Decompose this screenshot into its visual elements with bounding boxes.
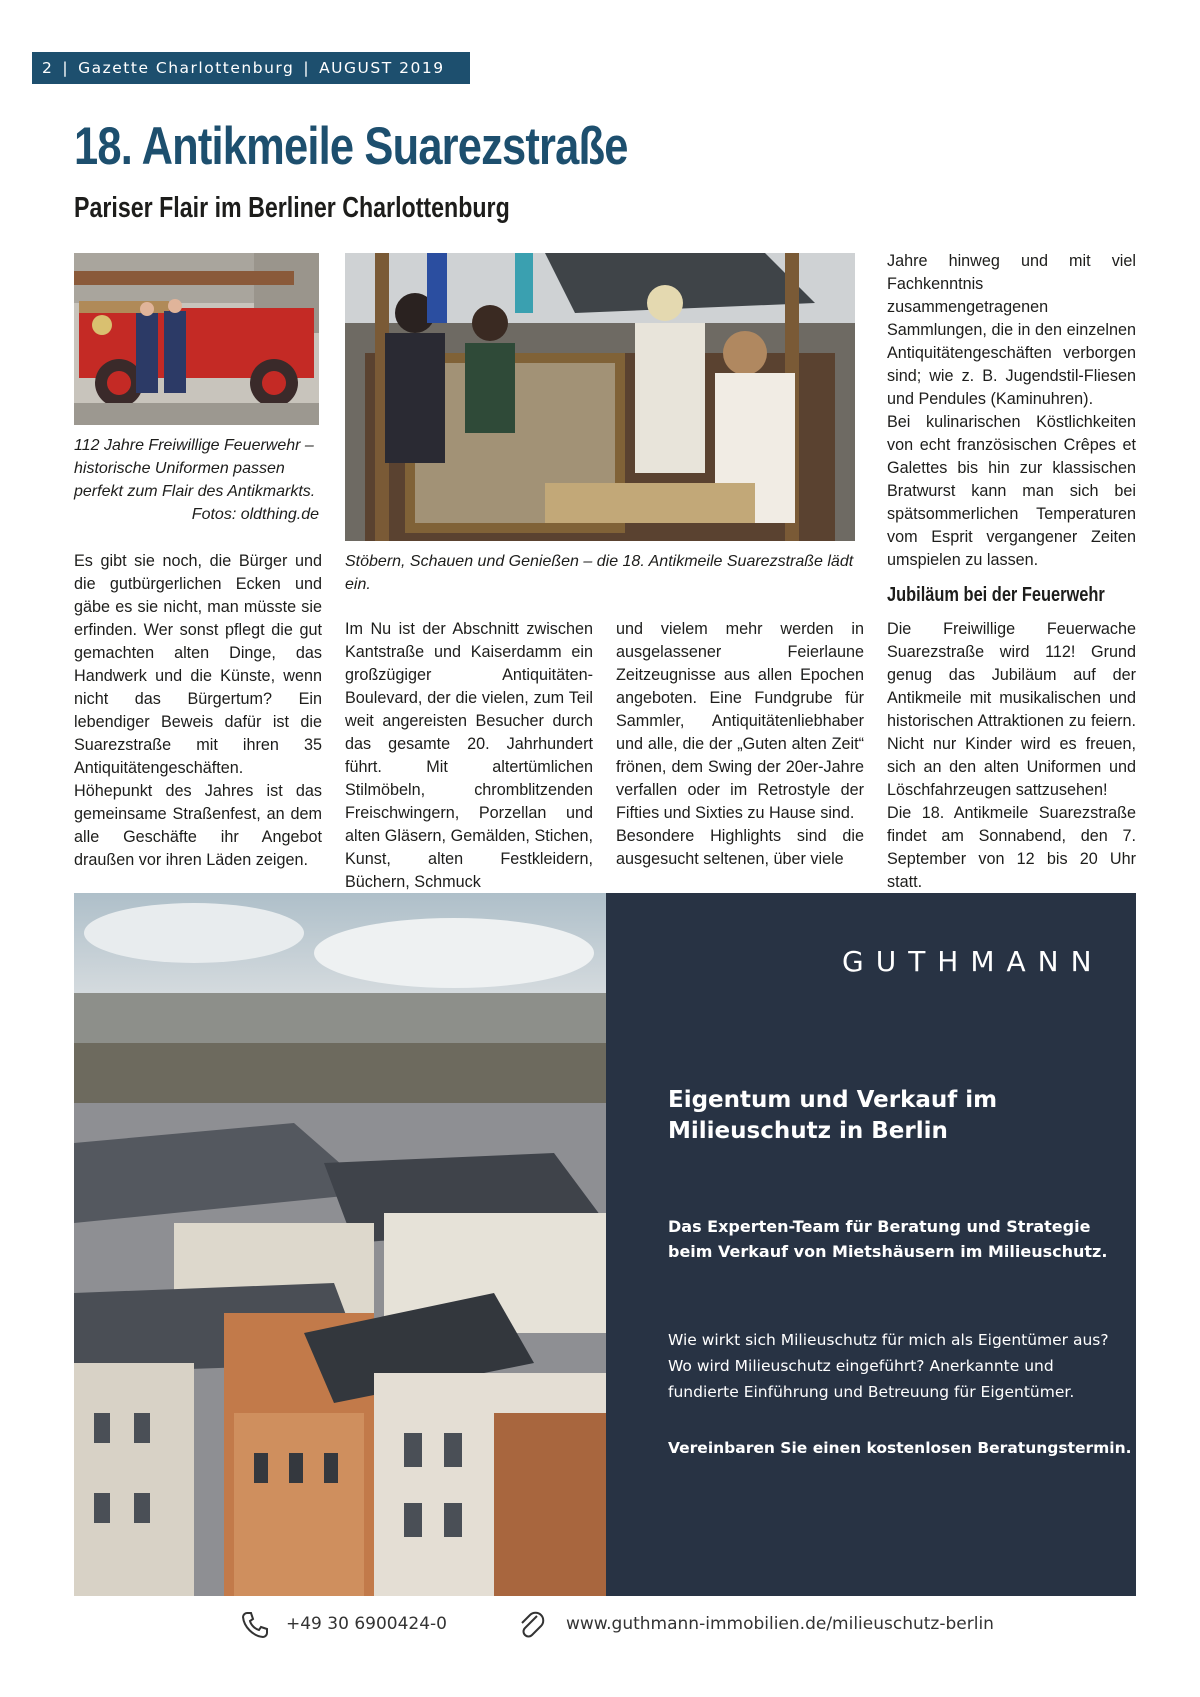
page-number: 2 — [42, 59, 54, 77]
article-subtitle: Pariser Flair im Berliner Charlottenburg — [74, 192, 510, 224]
column-4-paragraph-1: Jahre hinweg und mit viel Fachkenntnis zusammengetragenen Sammlungen, die in den einzelnen Antiquitätengeschäften verborgen sind; wie z. B. Jugendstil-Fliesen und Pendules (Kaminuhren). — [887, 252, 1136, 408]
column-3-paragraph-1: und vielem mehr werden in ausgelassener Feierlaune Zeitzeugnisse aus allen Epochen angeboten. Eine Fundgrube für Sammler, Antiquitätenliebhaber und alle, die der „Guten alten Zeit“ frönen, dem Swing der 20er-Jahre verfallen oder im Retrostyle der Fifties und Sixties zu Hause sind. — [616, 620, 864, 822]
ad-contact-bar — [240, 1608, 1040, 1644]
publication-name: Gazette Charlottenburg — [78, 59, 295, 77]
header-separator: | — [62, 59, 70, 77]
phone-icon — [240, 1610, 270, 1645]
article-title: 18. Antikmeile Suarezstraße — [74, 117, 628, 176]
ad-website-link[interactable]: www.guthmann-immobilien.de/milieuschutz-berlin — [566, 1614, 994, 1634]
article-column-4 — [887, 250, 1136, 572]
ad-body-text: Wie wirkt sich Milieuschutz für mich als Eigentümer aus? Wo wird Milieuschutz eingeführt? Anerkannte und fundierte Einführung und Betreuung für Eigentümer. — [668, 1331, 1109, 1401]
article-column-3 — [616, 618, 864, 871]
section-heading-feuerwehr: Jubiläum bei der Feuerwehr — [887, 584, 1105, 606]
column-4-paragraph-2: Bei kulinarischen Köstlichkeiten von echt französischen Crêpes et Galettes bis hin zur klassischen Bratwurst kann man sich bei spätsommerlichen Temperaturen vom Esprit vergangener Zeiten umspielen zu lassen. — [887, 413, 1136, 569]
column-1-paragraph-2: Höhepunkt des Jahres ist das gemeinsame Straßenfest, an dem alle Geschäfte ihr Angebot draußen vor ihren Läden zeigen. — [74, 782, 322, 869]
ad-headline: Eigentum und Verkauf im Milieuschutz in Berlin — [668, 1087, 998, 1144]
issue-date: AUGUST 2019 — [319, 59, 445, 77]
article-column-2 — [345, 618, 593, 894]
guthmann-logo: GUTHMANN — [842, 945, 1104, 978]
column-4-paragraph-3: Die Freiwillige Feuerwache Suarezstraße wird 112! Grund genug das Jubiläum auf der Antikmeile mit musikalischen und historischen Attraktionen zu feiern. Nicht nur Kinder wird es freuen, sich an den alten Uniformen und Löschfahrzeugen sattzusehen! — [887, 620, 1136, 799]
paperclip-link-icon — [517, 1610, 545, 1645]
column-4-paragraph-4: Die 18. Antikmeile Suarezstraße findet am Sonnabend, den 7. September von 12 bis 20 Uhr statt. — [887, 804, 1136, 891]
column-1-paragraph-1: Es gibt sie noch, die Bürger und die gutbürgerlichen Ecken und gäbe es sie nicht, man müsste sie erfinden. Wer sonst pflegt die gut gemachten alten Dinge, das Handwerk und die Künste, wenn nicht das Bürgertum? Ein lebendiger Beweis dafür ist die Suarezstraße mit ihren 35 Antiquitätengeschäften. — [74, 552, 322, 777]
column-2-paragraph-1: Im Nu ist der Abschnitt zwischen Kantstraße und Kaiserdamm ein großzügiger Antiquitäten-Boulevard, der die vielen, zum Teil weit angereisten Besucher durch das gesamte 20. Jahrhundert führt. Mit altertümlichen Stilmöbeln, chromblitzenden Freischwingern, Porzellan und alten Gläsern, Gemälden, Stichen, Kunst, alten Festkleidern, Büchern, Schmuck — [345, 620, 593, 891]
ad-phone-number[interactable]: +49 30 6900424-0 — [286, 1614, 447, 1634]
article-column-1 — [74, 550, 322, 872]
antique-market-photo — [345, 253, 855, 541]
page-header-bar — [32, 52, 470, 84]
fire-truck-photo — [74, 253, 319, 425]
market-caption: Stöbern, Schauen und Genießen – die 18. Antikmeile Suarezstraße lädt ein. — [345, 553, 854, 593]
caption-text: 112 Jahre Freiwillige Feuerwehr – historische Uniformen passen perfekt zum Flair des Antikmarkts. — [74, 437, 316, 500]
guthmann-advertisement — [606, 893, 1136, 1596]
ad-cityscape-photo — [74, 893, 606, 1596]
header-separator-2: | — [303, 59, 311, 77]
column-3-paragraph-2: Besondere Highlights sind die ausgesucht seltenen, über viele — [616, 827, 864, 868]
ad-call-to-action: Vereinbaren Sie einen kostenlosen Beratungstermin. — [668, 1439, 1132, 1457]
photo-credit: Fotos: oldthing.de — [191, 506, 319, 523]
fire-truck-caption — [74, 434, 319, 526]
ad-subheadline: Das Experten-Team für Beratung und Strategie beim Verkauf von Mietshäusern im Milieuschutz. — [668, 1217, 1108, 1261]
article-column-4-continued — [887, 618, 1136, 894]
